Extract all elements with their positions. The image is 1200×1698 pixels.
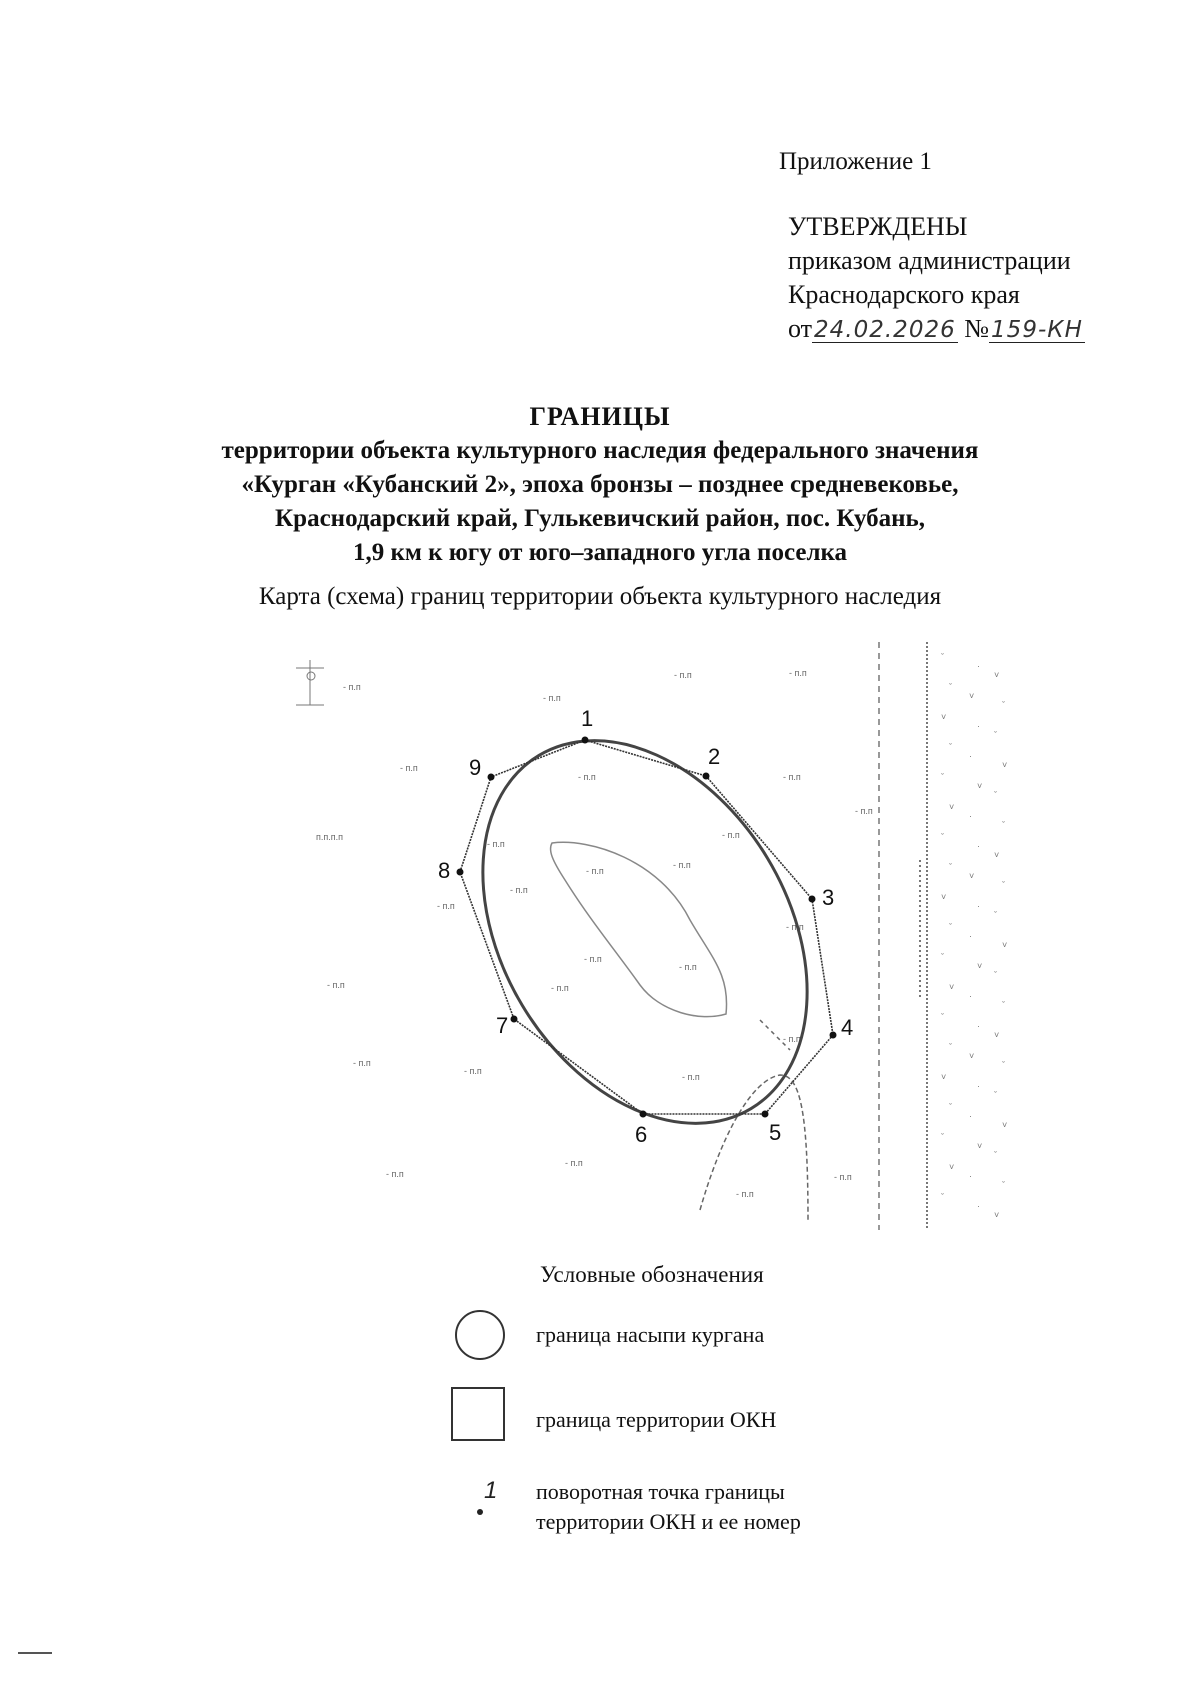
svg-text:- п.п: - п.п	[855, 806, 873, 816]
svg-text:- п.п: - п.п	[783, 1034, 801, 1044]
vegetation-mark: ˅	[949, 802, 955, 812]
vegetation-mark: ˅	[949, 1162, 955, 1172]
vegetation-mark: ·	[969, 1111, 972, 1121]
vegetation-mark: ˇ	[1002, 700, 1005, 710]
svg-text:- п.п: - п.п	[551, 983, 569, 993]
svg-text:- п.п: - п.п	[510, 885, 528, 895]
turn-point-label-3: 3	[822, 885, 835, 910]
svg-text:- п.п: - п.п	[343, 682, 361, 692]
vegetation-mark: ˇ	[941, 1192, 944, 1202]
terrain-marks	[316, 668, 873, 1199]
vegetation-mark: ˅	[1002, 940, 1008, 950]
date-prefix: от	[788, 314, 813, 343]
legend-title: Условные обозначения	[540, 1262, 764, 1287]
svg-text:- п.п: - п.п	[584, 954, 602, 964]
vegetation-mark: ˅	[994, 1210, 1000, 1220]
vegetation-mark: ·	[977, 841, 980, 851]
handwritten-number: 159-КН	[991, 317, 1083, 343]
circle-symbol-icon	[453, 1308, 507, 1362]
vegetation-mark: ˇ	[941, 1132, 944, 1142]
vegetation-mark: ˇ	[941, 652, 944, 662]
vegetation-mark: ˅	[977, 961, 983, 971]
turn-point-label-4: 4	[841, 1015, 854, 1040]
vegetation-mark: ˅	[941, 712, 947, 722]
svg-text:- п.п: - п.п	[353, 1058, 371, 1068]
legend-mound-symbol	[453, 1308, 507, 1367]
vegetation-mark: ˇ	[949, 922, 952, 932]
vegetation-mark: ˇ	[941, 1012, 944, 1022]
vegetation-mark: ˅	[994, 1030, 1000, 1040]
vegetation-mark: ·	[977, 1021, 980, 1031]
svg-text:- п.п: - п.п	[834, 1172, 852, 1182]
mound-boundary	[416, 682, 873, 1182]
vegetation-mark: ˇ	[949, 862, 952, 872]
vegetation-mark: ˅	[977, 1141, 983, 1151]
vegetation-mark: ·	[977, 901, 980, 911]
svg-text:- п.п: - п.п	[786, 922, 804, 932]
vegetation-mark: ˇ	[941, 952, 944, 962]
turn-point-label-1: 1	[581, 706, 594, 731]
vegetation-mark: ˅	[1002, 1120, 1008, 1130]
vegetation-mark: ˅	[1002, 760, 1008, 770]
svg-text:- п.п: - п.п	[674, 670, 692, 680]
number-prefix: №	[964, 314, 990, 343]
title-main: ГРАНИЦЫ	[529, 402, 671, 431]
vegetation-mark: ˇ	[1002, 880, 1005, 890]
legend-point-line-2: территории ОКН и ее номер	[536, 1509, 801, 1534]
svg-text:- п.п: - п.п	[736, 1189, 754, 1199]
vegetation-mark: ˇ	[1002, 1180, 1005, 1190]
vegetation-mark: ˇ	[1002, 1060, 1005, 1070]
title-line-1: территории объекта культурного наследия федерального значения	[221, 437, 979, 464]
vegetation-mark: ˅	[994, 670, 1000, 680]
vegetation-mark: ˅	[969, 1051, 975, 1061]
vegetation-mark: ˇ	[949, 1102, 952, 1112]
document-title	[150, 400, 1050, 570]
vegetation-mark: ·	[977, 721, 980, 731]
vegetation-mark: ·	[977, 661, 980, 671]
boundary-map	[280, 640, 1040, 1240]
turn-point-8	[457, 869, 464, 876]
scan-margin-mark	[18, 1652, 52, 1654]
vegetation-mark: ˅	[994, 850, 1000, 860]
svg-text:- п.п: - п.п	[400, 763, 418, 773]
vegetation-marks	[941, 652, 1007, 1220]
okn-territory-boundary	[460, 740, 833, 1114]
svg-text:- п.п: - п.п	[386, 1169, 404, 1179]
svg-text:- п.п: - п.п	[543, 693, 561, 703]
turn-point-7	[511, 1016, 518, 1023]
turn-point-6	[640, 1111, 647, 1118]
svg-text:- п.п: - п.п	[783, 772, 801, 782]
turn-point-label-7: 7	[496, 1013, 509, 1038]
vegetation-mark: ·	[969, 931, 972, 941]
turn-point-1	[582, 737, 589, 744]
svg-text:- п.п: - п.п	[578, 772, 596, 782]
turn-point-2	[703, 773, 710, 780]
vegetation-mark: ˇ	[1002, 820, 1005, 830]
vegetation-mark: ˇ	[994, 1150, 997, 1160]
vegetation-mark: ·	[969, 991, 972, 1001]
svg-text:- п.п: - п.п	[327, 980, 345, 990]
vegetation-mark: ˇ	[994, 1090, 997, 1100]
vegetation-mark: ˅	[949, 982, 955, 992]
vegetation-mark: ˇ	[1002, 1000, 1005, 1010]
vegetation-mark: ˇ	[949, 742, 952, 752]
vegetation-mark: ˅	[941, 892, 947, 902]
approved-by-order: приказом администрации	[788, 246, 1071, 275]
vegetation-mark: ˇ	[941, 832, 944, 842]
approval-date-line	[788, 312, 1085, 346]
svg-text:- п.п: - п.п	[565, 1158, 583, 1168]
svg-text:- п.п: - п.п	[464, 1066, 482, 1076]
title-line-4: 1,9 км к югу от юго–западного угла поселка	[352, 539, 848, 566]
map-caption: Карта (схема) границ территории объекта культурного наследия	[258, 583, 942, 610]
vegetation-mark: ˇ	[949, 682, 952, 692]
vegetation-mark: ˅	[969, 691, 975, 701]
approved-region: Краснодарского края	[788, 280, 1020, 309]
legend-point-label	[536, 1477, 801, 1537]
turn-point-5	[762, 1111, 769, 1118]
vegetation-mark: ·	[969, 1171, 972, 1181]
turn-point-label-5: 5	[769, 1120, 782, 1145]
road-lines	[879, 642, 927, 1230]
vegetation-mark: ˅	[941, 1072, 947, 1082]
turn-point-9	[488, 774, 495, 781]
vegetation-mark: ˇ	[994, 790, 997, 800]
vegetation-mark: ˅	[969, 871, 975, 881]
approved-heading: УТВЕРЖДЕНЫ	[788, 212, 968, 241]
title-line-3: Краснодарский край, Гулькевичский район, пос. Кубань,	[275, 505, 925, 532]
turn-point-label-2: 2	[708, 744, 721, 769]
svg-text:- п.п: - п.п	[673, 860, 691, 870]
vegetation-mark: ·	[969, 811, 972, 821]
handwritten-date: 24.02.2026	[814, 317, 956, 343]
svg-text:- п.п: - п.п	[682, 1072, 700, 1082]
svg-text:- п.п: - п.п	[789, 668, 807, 678]
legend-okn-label: граница территории ОКН	[536, 1407, 777, 1432]
terrain-contours	[551, 842, 727, 1016]
square-symbol-icon	[449, 1385, 507, 1443]
vegetation-mark: ˅	[977, 781, 983, 791]
approval-block	[788, 210, 1085, 346]
vegetation-mark: ˇ	[941, 772, 944, 782]
svg-text:- п.п: - п.п	[679, 962, 697, 972]
legend-okn-symbol	[449, 1385, 507, 1448]
vegetation-mark: ˇ	[949, 1042, 952, 1052]
svg-text:- п.п: - п.п	[722, 830, 740, 840]
svg-text:п.п.п.п: п.п.п.п	[316, 832, 343, 842]
vegetation-mark: ·	[977, 1201, 980, 1211]
turn-point-label-6: 6	[635, 1122, 648, 1147]
vegetation-mark: ˇ	[994, 730, 997, 740]
legend-point-line-1: поворотная точка границы	[536, 1479, 785, 1504]
turn-point-label-9: 9	[469, 755, 482, 780]
turn-point-label-8: 8	[438, 858, 451, 883]
turn-point-symbol-icon	[470, 1472, 510, 1522]
svg-text:- п.п: - п.п	[586, 866, 604, 876]
vegetation-mark: ·	[969, 751, 972, 761]
vegetation-mark: ˇ	[994, 970, 997, 980]
title-line-2: «Курган «Кубанский 2», эпоха бронзы – позднее средневековье,	[241, 471, 959, 498]
turn-point-3	[809, 896, 816, 903]
legend-mound-label: граница насыпи кургана	[536, 1322, 765, 1347]
vegetation-mark: ˇ	[994, 910, 997, 920]
turn-point-4	[830, 1032, 837, 1039]
structure-symbol	[296, 660, 324, 705]
legend-point-number: 1	[484, 1477, 498, 1504]
road-curve	[700, 1020, 808, 1220]
vegetation-mark: ·	[977, 1081, 980, 1091]
svg-text:- п.п: - п.п	[487, 839, 505, 849]
legend-point-symbol	[470, 1472, 510, 1527]
appendix-label: Приложение 1	[779, 148, 932, 175]
svg-text:- п.п: - п.п	[437, 901, 455, 911]
